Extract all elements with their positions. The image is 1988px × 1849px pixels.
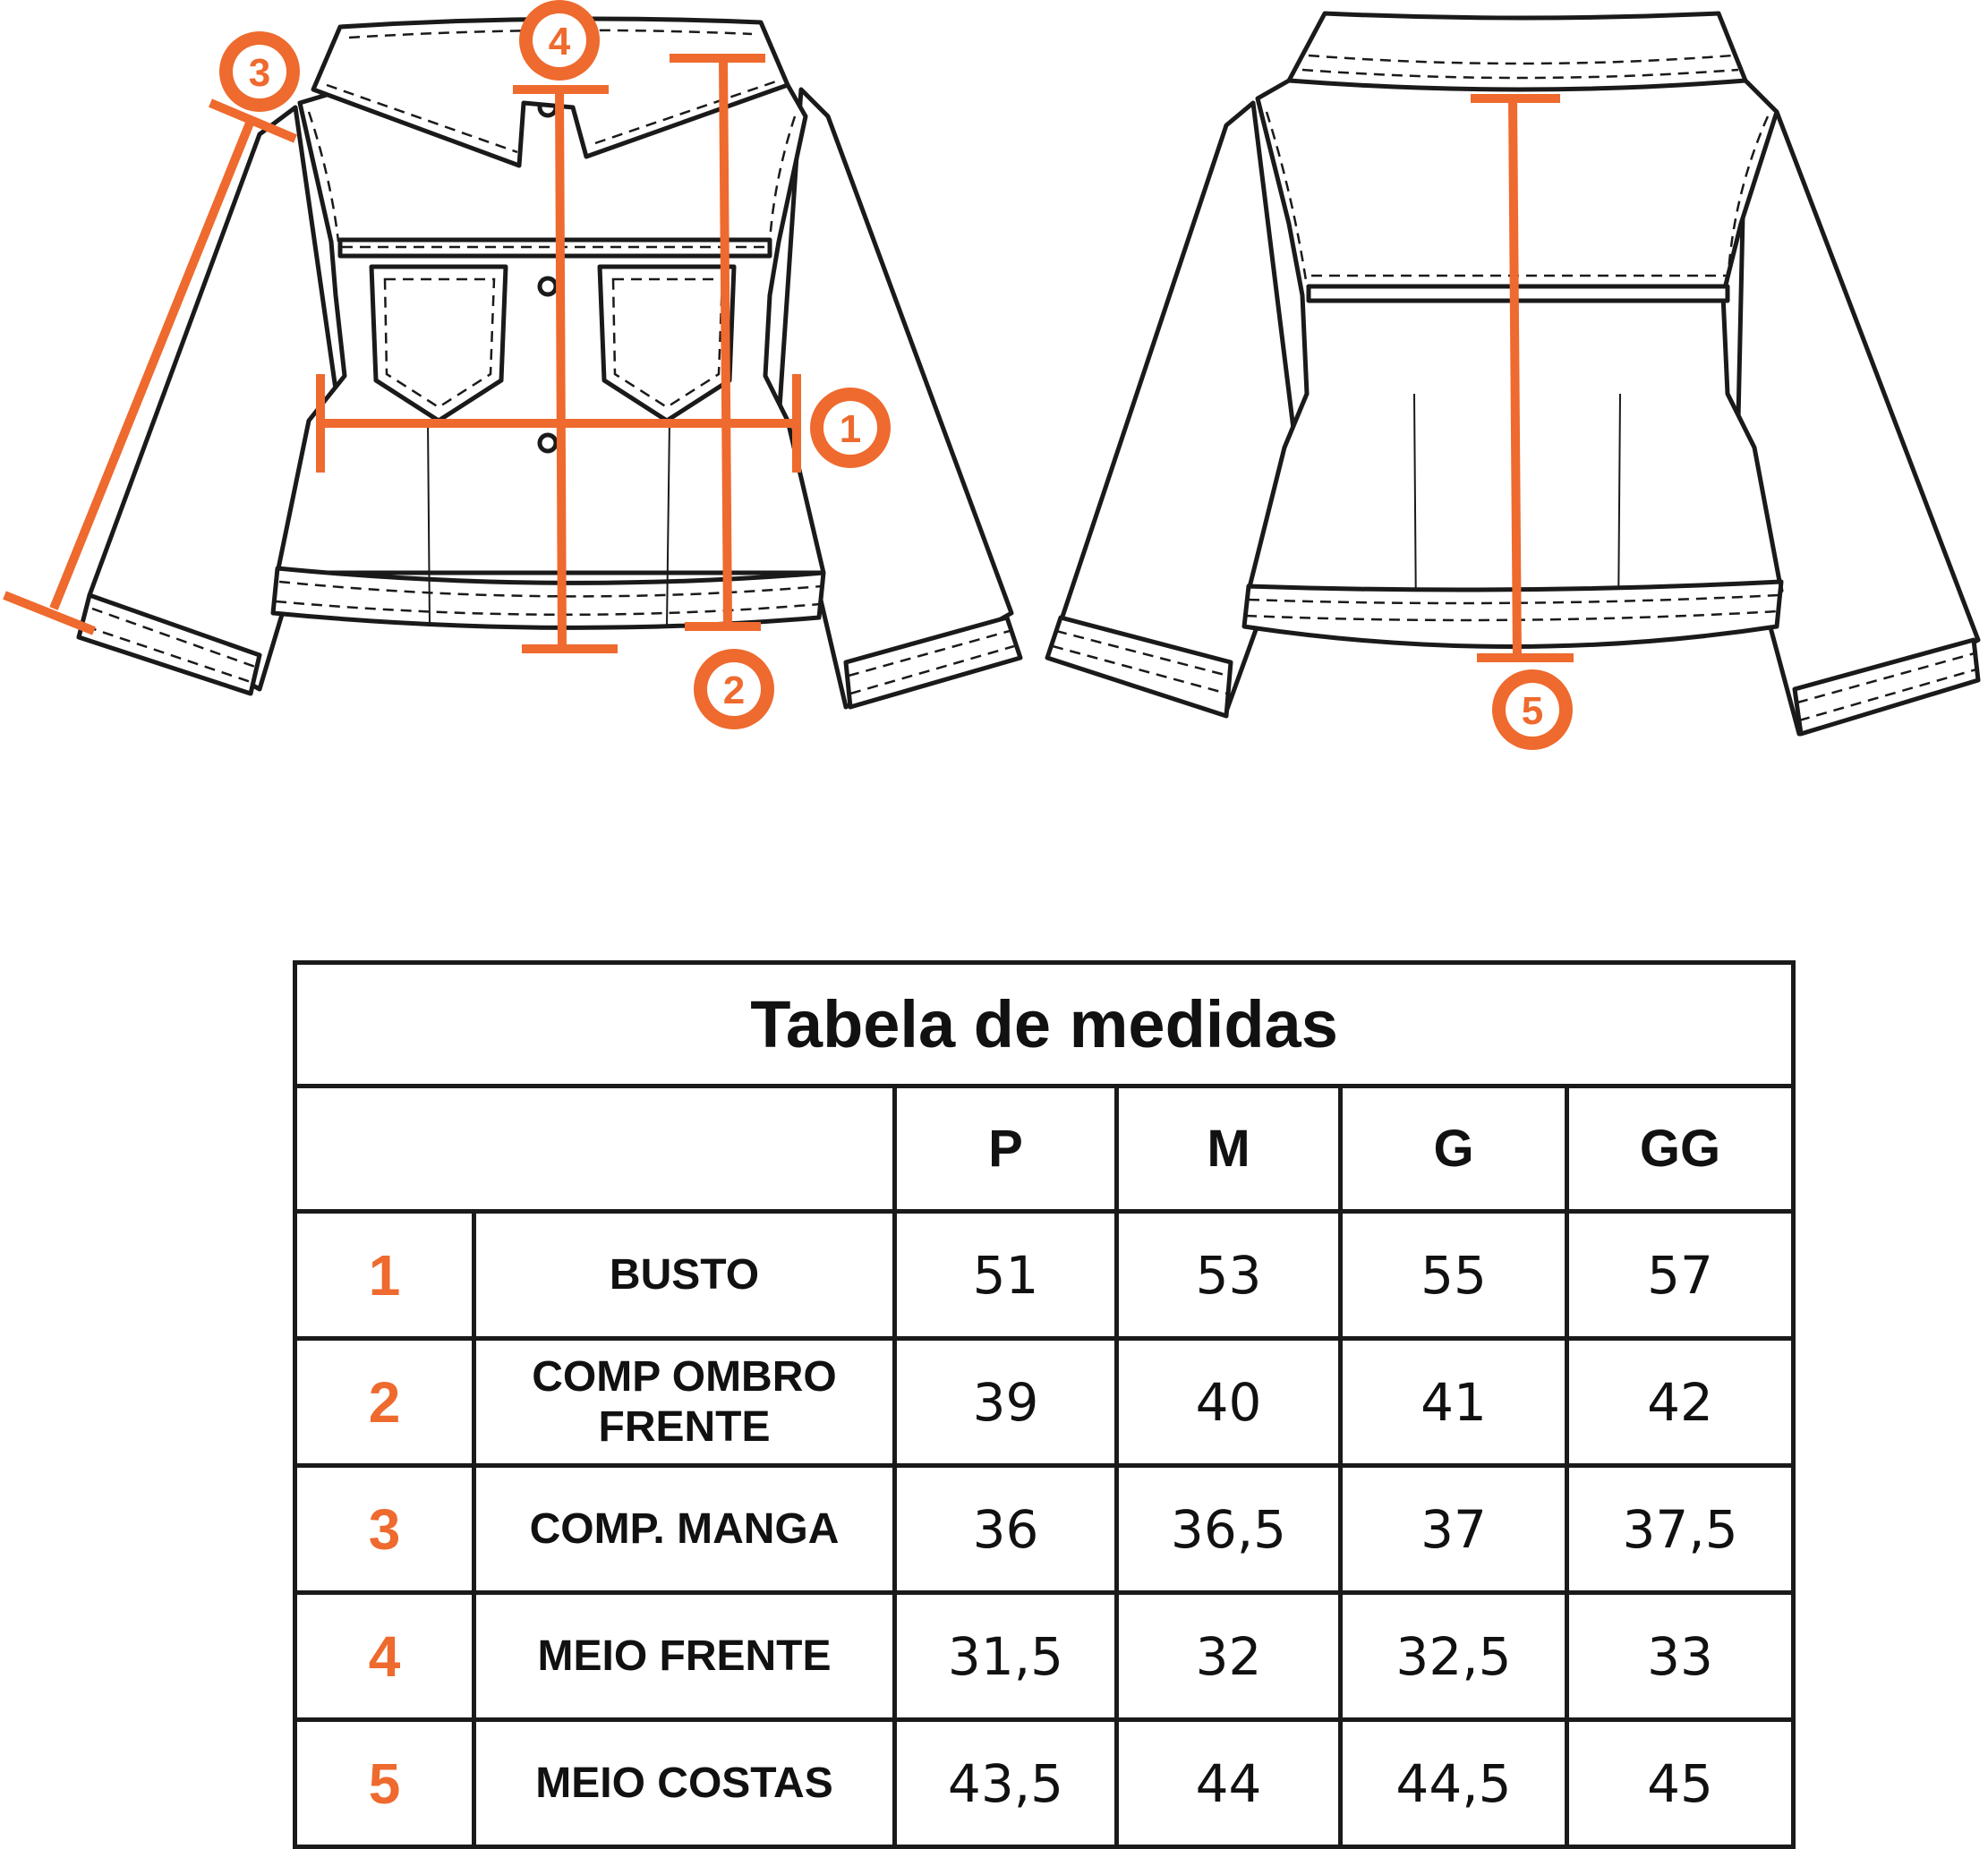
size-header-p: P xyxy=(895,1086,1117,1212)
marker-2-badge xyxy=(694,649,774,729)
value-cell: 37,5 xyxy=(1567,1466,1794,1593)
value-cell: 57 xyxy=(1567,1212,1794,1339)
svg-text:1: 1 xyxy=(839,407,862,451)
button xyxy=(540,435,556,451)
size-header-g: G xyxy=(1341,1086,1567,1212)
row-label: BUSTO xyxy=(474,1212,895,1339)
row-number: 4 xyxy=(295,1593,474,1720)
size-header-gg: GG xyxy=(1567,1086,1794,1212)
row-number: 3 xyxy=(295,1466,474,1593)
value-cell: 53 xyxy=(1117,1212,1341,1339)
measure-line-5 xyxy=(1513,98,1517,658)
row-number: 5 xyxy=(295,1720,474,1847)
value-cell: 51 xyxy=(895,1212,1117,1339)
marker-1-badge xyxy=(810,388,891,468)
row-label: COMP. MANGA xyxy=(474,1466,895,1593)
svg-text:4: 4 xyxy=(548,20,571,64)
row-label: MEIO COSTAS xyxy=(474,1720,895,1847)
value-cell: 32,5 xyxy=(1341,1593,1567,1720)
measure-line-4 xyxy=(559,89,562,649)
value-cell: 37 xyxy=(1341,1466,1567,1593)
table-row xyxy=(295,1466,1794,1593)
size-chart-table xyxy=(293,960,1796,1849)
svg-text:3: 3 xyxy=(248,51,271,95)
value-cell: 33 xyxy=(1567,1593,1794,1720)
value-cell: 44,5 xyxy=(1341,1720,1567,1847)
value-cell: 45 xyxy=(1567,1720,1794,1847)
jacket-front-view xyxy=(79,19,1020,707)
table-header-blank xyxy=(295,1086,895,1212)
table-row xyxy=(295,1212,1794,1339)
value-cell: 42 xyxy=(1567,1339,1794,1466)
table-row xyxy=(295,1339,1794,1466)
row-number: 1 xyxy=(295,1212,474,1339)
marker-5-badge xyxy=(1492,669,1573,750)
row-number: 2 xyxy=(295,1339,474,1466)
row-label: MEIO FRENTE xyxy=(474,1593,895,1720)
svg-text:5: 5 xyxy=(1521,689,1544,733)
value-cell: 55 xyxy=(1341,1212,1567,1339)
value-cell: 41 xyxy=(1341,1339,1567,1466)
value-cell: 44 xyxy=(1117,1720,1341,1847)
jacket-technical-drawing xyxy=(0,0,1988,805)
marker-3-badge xyxy=(219,31,300,112)
table-title: Tabela de medidas xyxy=(295,963,1794,1086)
value-cell: 39 xyxy=(895,1339,1117,1466)
value-cell: 36 xyxy=(895,1466,1117,1593)
table-row xyxy=(295,1593,1794,1720)
value-cell: 40 xyxy=(1117,1339,1341,1466)
size-header-m: M xyxy=(1117,1086,1341,1212)
front-body xyxy=(277,85,823,573)
front-waistband xyxy=(273,568,823,627)
row-label: COMP OMBRO FRENTE xyxy=(474,1339,895,1466)
button xyxy=(540,278,556,294)
value-cell: 43,5 xyxy=(895,1720,1117,1847)
back-right-sleeve xyxy=(1736,94,1978,734)
value-cell: 36,5 xyxy=(1117,1466,1341,1593)
value-cell: 32 xyxy=(1117,1593,1341,1720)
table-row xyxy=(295,1720,1794,1847)
value-cell: 31,5 xyxy=(895,1593,1117,1720)
svg-text:2: 2 xyxy=(722,669,746,712)
marker-4-badge xyxy=(519,0,600,81)
measure-line-2 xyxy=(723,58,728,626)
